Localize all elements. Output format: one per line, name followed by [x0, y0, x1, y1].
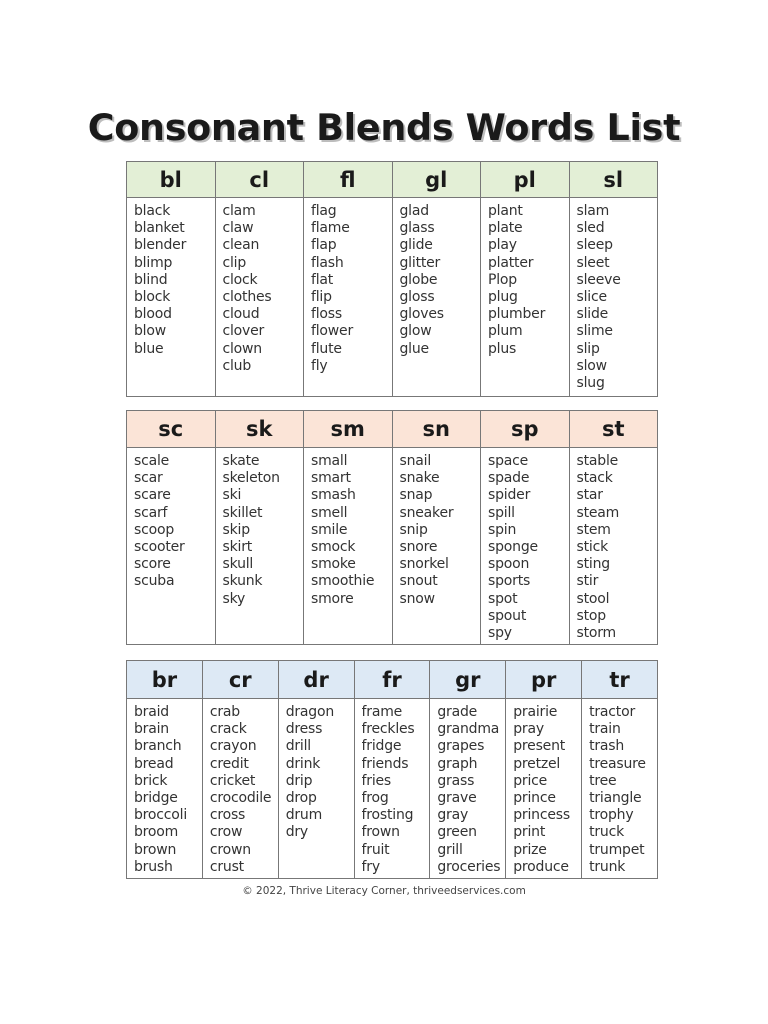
word-item: friends [361, 755, 409, 772]
word-column-sm [304, 448, 393, 645]
word-item: slip [576, 340, 600, 357]
word-item: flame [311, 220, 350, 237]
word-item: crab [209, 704, 240, 720]
word-item: snorkel [399, 556, 449, 573]
word-item: black [134, 203, 171, 219]
column-header-bl: bl [127, 162, 216, 198]
word-item: grill [437, 841, 463, 858]
word-column-sn [392, 448, 481, 645]
word-item: slice [576, 289, 607, 306]
words-row [127, 699, 658, 879]
word-item: dry [285, 824, 309, 841]
word-item: fruit [361, 841, 390, 858]
word-column-bl [127, 198, 216, 397]
word-item: snake [399, 470, 440, 487]
word-item: trumpet [589, 841, 645, 858]
word-item: clean [222, 237, 260, 254]
word-item: trunk [589, 858, 626, 875]
word-item: small [311, 453, 348, 469]
word-item: clam [222, 203, 256, 219]
word-item: scuba [134, 573, 175, 590]
column-header-gl: gl [392, 162, 481, 198]
word-item: club [222, 357, 252, 374]
word-item: stable [576, 453, 619, 469]
word-item: sleep [576, 237, 613, 254]
word-item: snap [399, 487, 433, 504]
word-item: skip [222, 521, 250, 538]
column-header-sn: sn [392, 411, 481, 448]
word-item: branch [134, 738, 182, 755]
word-item: brain [134, 721, 169, 738]
word-item: train [589, 721, 621, 738]
word-item: flower [311, 323, 354, 340]
word-item: frog [361, 790, 389, 807]
word-item: grandma [437, 721, 500, 738]
word-item: sponge [488, 539, 538, 556]
blends-table-s [126, 410, 658, 645]
word-item: treasure [589, 755, 646, 772]
word-column-st [569, 448, 658, 645]
word-item: drum [285, 807, 323, 824]
word-item: crust [209, 858, 244, 875]
word-item: snip [399, 521, 428, 538]
word-item: plug [488, 289, 518, 306]
word-item: clock [222, 271, 258, 288]
word-item: drink [285, 755, 321, 772]
word-column-sk [215, 448, 304, 645]
word-item: brush [134, 858, 173, 875]
word-item: triangle [589, 790, 642, 807]
word-item: crocodile [209, 790, 272, 807]
word-item: tree [589, 772, 617, 789]
word-column-gr [430, 699, 506, 879]
word-item: sleet [576, 254, 610, 271]
word-item: sled [576, 220, 605, 237]
word-item: scar [134, 470, 163, 487]
word-item: bridge [134, 790, 178, 807]
word-item: blender [134, 237, 187, 254]
word-item: crack [209, 721, 247, 738]
word-item: plate [488, 220, 523, 237]
word-item: drop [285, 790, 317, 807]
word-item: print [513, 824, 546, 841]
word-item: scooter [134, 539, 185, 556]
word-item: glue [399, 340, 429, 357]
word-item: skunk [222, 573, 263, 590]
word-item: spill [488, 504, 515, 521]
word-item: crayon [209, 738, 257, 755]
word-item: snout [399, 573, 438, 590]
word-item: freckles [361, 721, 415, 738]
word-item: broom [134, 824, 179, 841]
word-item: fridge [361, 738, 402, 755]
word-item: prize [513, 841, 547, 858]
word-item: green [437, 824, 477, 841]
word-item: smile [311, 521, 348, 538]
word-item: price [513, 772, 548, 789]
word-item: sleeve [576, 271, 621, 288]
word-item: stem [576, 521, 611, 538]
column-header-gr: gr [430, 661, 506, 699]
word-item: glass [399, 220, 435, 237]
header-row [127, 411, 658, 448]
blends-table-r [126, 660, 658, 879]
word-item: frosting [361, 807, 414, 824]
word-item: smell [311, 504, 348, 521]
words-row [127, 198, 658, 397]
word-item: pretzel [513, 755, 561, 772]
word-item: fries [361, 772, 392, 789]
word-column-sp [481, 448, 570, 645]
word-item: grave [437, 790, 477, 807]
word-item: flat [311, 271, 334, 288]
word-item: fly [311, 357, 328, 374]
word-item: plumber [488, 306, 546, 323]
word-item: scare [134, 487, 171, 504]
word-item: claw [222, 220, 254, 237]
word-item: graph [437, 755, 478, 772]
word-item: Plop [488, 271, 517, 288]
word-item: globe [399, 271, 438, 288]
word-item: prairie [513, 704, 558, 720]
column-header-sc: sc [127, 411, 216, 448]
header-row [127, 661, 658, 699]
word-item: glad [399, 203, 429, 219]
word-item: gloss [399, 289, 435, 306]
word-item: block [134, 289, 171, 306]
word-item: score [134, 556, 171, 573]
word-item: smash [311, 487, 356, 504]
word-column-pr [506, 699, 582, 879]
word-item: spider [488, 487, 531, 504]
word-column-sl [569, 198, 658, 397]
word-item: spade [488, 470, 530, 487]
word-item: spout [488, 607, 527, 624]
word-item: slam [576, 203, 610, 219]
word-item: sky [222, 590, 246, 607]
word-item: dress [285, 721, 323, 738]
header-row [127, 162, 658, 198]
word-item: plum [488, 323, 523, 340]
word-item: spoon [488, 556, 530, 573]
word-column-cl [215, 198, 304, 397]
word-item: flap [311, 237, 337, 254]
word-item: cricket [209, 772, 256, 789]
word-item: plus [488, 340, 517, 357]
word-item: blimp [134, 254, 173, 271]
word-item: smart [311, 470, 351, 487]
word-item: skillet [222, 504, 263, 521]
word-item: scoop [134, 521, 175, 538]
column-header-st: st [569, 411, 658, 448]
column-header-tr: tr [582, 661, 658, 699]
word-item: plant [488, 203, 523, 219]
word-item: glide [399, 237, 433, 254]
word-item: skirt [222, 539, 253, 556]
word-item: clip [222, 254, 247, 271]
word-item: truck [589, 824, 624, 841]
word-item: smore [311, 590, 354, 607]
word-item: fry [361, 858, 380, 875]
column-header-cl: cl [215, 162, 304, 198]
page-title: Consonant Blends Words List [87, 106, 681, 149]
word-item: snow [399, 590, 435, 607]
column-header-br: br [127, 661, 203, 699]
word-item: present [513, 738, 566, 755]
word-item: steam [576, 504, 620, 521]
word-item: clown [222, 340, 262, 357]
word-item: groceries [437, 858, 501, 875]
word-item: blanket [134, 220, 185, 237]
word-item: blow [134, 323, 166, 340]
word-item: spy [488, 625, 512, 642]
word-item: skate [222, 453, 260, 469]
word-item: glow [399, 323, 432, 340]
word-item: storm [576, 625, 616, 642]
word-item: skeleton [222, 470, 280, 487]
words-row [127, 448, 658, 645]
word-item: braid [134, 704, 169, 720]
word-item: pray [513, 721, 544, 738]
word-item: snail [399, 453, 432, 469]
word-item: flag [311, 203, 337, 219]
word-item: star [576, 487, 603, 504]
word-item: spin [488, 521, 517, 538]
word-item: ski [222, 487, 242, 504]
word-item: crow [209, 824, 243, 841]
word-item: broccoli [134, 807, 188, 824]
word-column-fr [354, 699, 430, 879]
word-item: scale [134, 453, 170, 469]
word-item: blue [134, 340, 164, 357]
word-item: stir [576, 573, 599, 590]
word-item: trash [589, 738, 625, 755]
word-item: princess [513, 807, 570, 824]
column-header-sp: sp [481, 411, 570, 448]
word-item: sneaker [399, 504, 454, 521]
word-item: cross [209, 807, 246, 824]
word-item: stop [576, 607, 606, 624]
word-item: platter [488, 254, 534, 271]
word-item: slide [576, 306, 609, 323]
word-column-gl [392, 198, 481, 397]
word-item: blood [134, 306, 172, 323]
word-item: blind [134, 271, 168, 288]
word-column-dr [278, 699, 354, 879]
word-item: credit [209, 755, 249, 772]
copyright-footer: © 2022, Thrive Literacy Corner, thriveedservices.com [242, 885, 526, 897]
word-item: dragon [285, 704, 335, 720]
word-item: space [488, 453, 529, 469]
word-item: snore [399, 539, 438, 556]
word-item: frame [361, 704, 403, 720]
word-item: bread [134, 755, 174, 772]
word-item: smoke [311, 556, 356, 573]
word-item: flash [311, 254, 344, 271]
column-header-pl: pl [481, 162, 570, 198]
word-item: gloves [399, 306, 444, 323]
word-column-sc [127, 448, 216, 645]
word-item: drill [285, 738, 311, 755]
word-item: scarf [134, 504, 168, 521]
word-item: brown [134, 841, 177, 858]
word-item: skull [222, 556, 254, 573]
word-item: clothes [222, 289, 272, 306]
word-item: stack [576, 470, 613, 487]
word-item: gray [437, 807, 469, 824]
word-column-pl [481, 198, 570, 397]
column-header-sk: sk [215, 411, 304, 448]
word-item: slug [576, 375, 605, 392]
word-item: slime [576, 323, 613, 340]
column-header-sm: sm [304, 411, 393, 448]
word-item: drip [285, 772, 313, 789]
word-item: play [488, 237, 517, 254]
word-item: brick [134, 772, 168, 789]
word-item: frown [361, 824, 400, 841]
blends-table-l [126, 161, 658, 397]
word-item: tractor [589, 704, 635, 720]
column-header-cr: cr [202, 661, 278, 699]
word-column-br [127, 699, 203, 879]
word-item: grade [437, 704, 478, 720]
word-item: sports [488, 573, 531, 590]
word-item: stick [576, 539, 608, 556]
word-item: floss [311, 306, 342, 323]
word-item: cloud [222, 306, 260, 323]
column-header-fl: fl [304, 162, 393, 198]
word-column-cr [202, 699, 278, 879]
word-item: clover [222, 323, 265, 340]
word-item: trophy [589, 807, 634, 824]
word-column-tr [582, 699, 658, 879]
word-item: smoothie [311, 573, 375, 590]
word-item: slow [576, 357, 607, 374]
word-item: flute [311, 340, 342, 357]
word-item: sting [576, 556, 610, 573]
word-item: prince [513, 790, 556, 807]
word-item: glitter [399, 254, 441, 271]
column-header-pr: pr [506, 661, 582, 699]
column-header-sl: sl [569, 162, 658, 198]
word-item: produce [513, 858, 569, 875]
column-header-fr: fr [354, 661, 430, 699]
word-column-fl [304, 198, 393, 397]
word-item: grapes [437, 738, 485, 755]
word-item: smock [311, 539, 356, 556]
word-item: flip [311, 289, 332, 306]
column-header-dr: dr [278, 661, 354, 699]
word-item: grass [437, 772, 475, 789]
word-item: crown [209, 841, 251, 858]
word-item: stool [576, 590, 610, 607]
word-item: spot [488, 590, 518, 607]
